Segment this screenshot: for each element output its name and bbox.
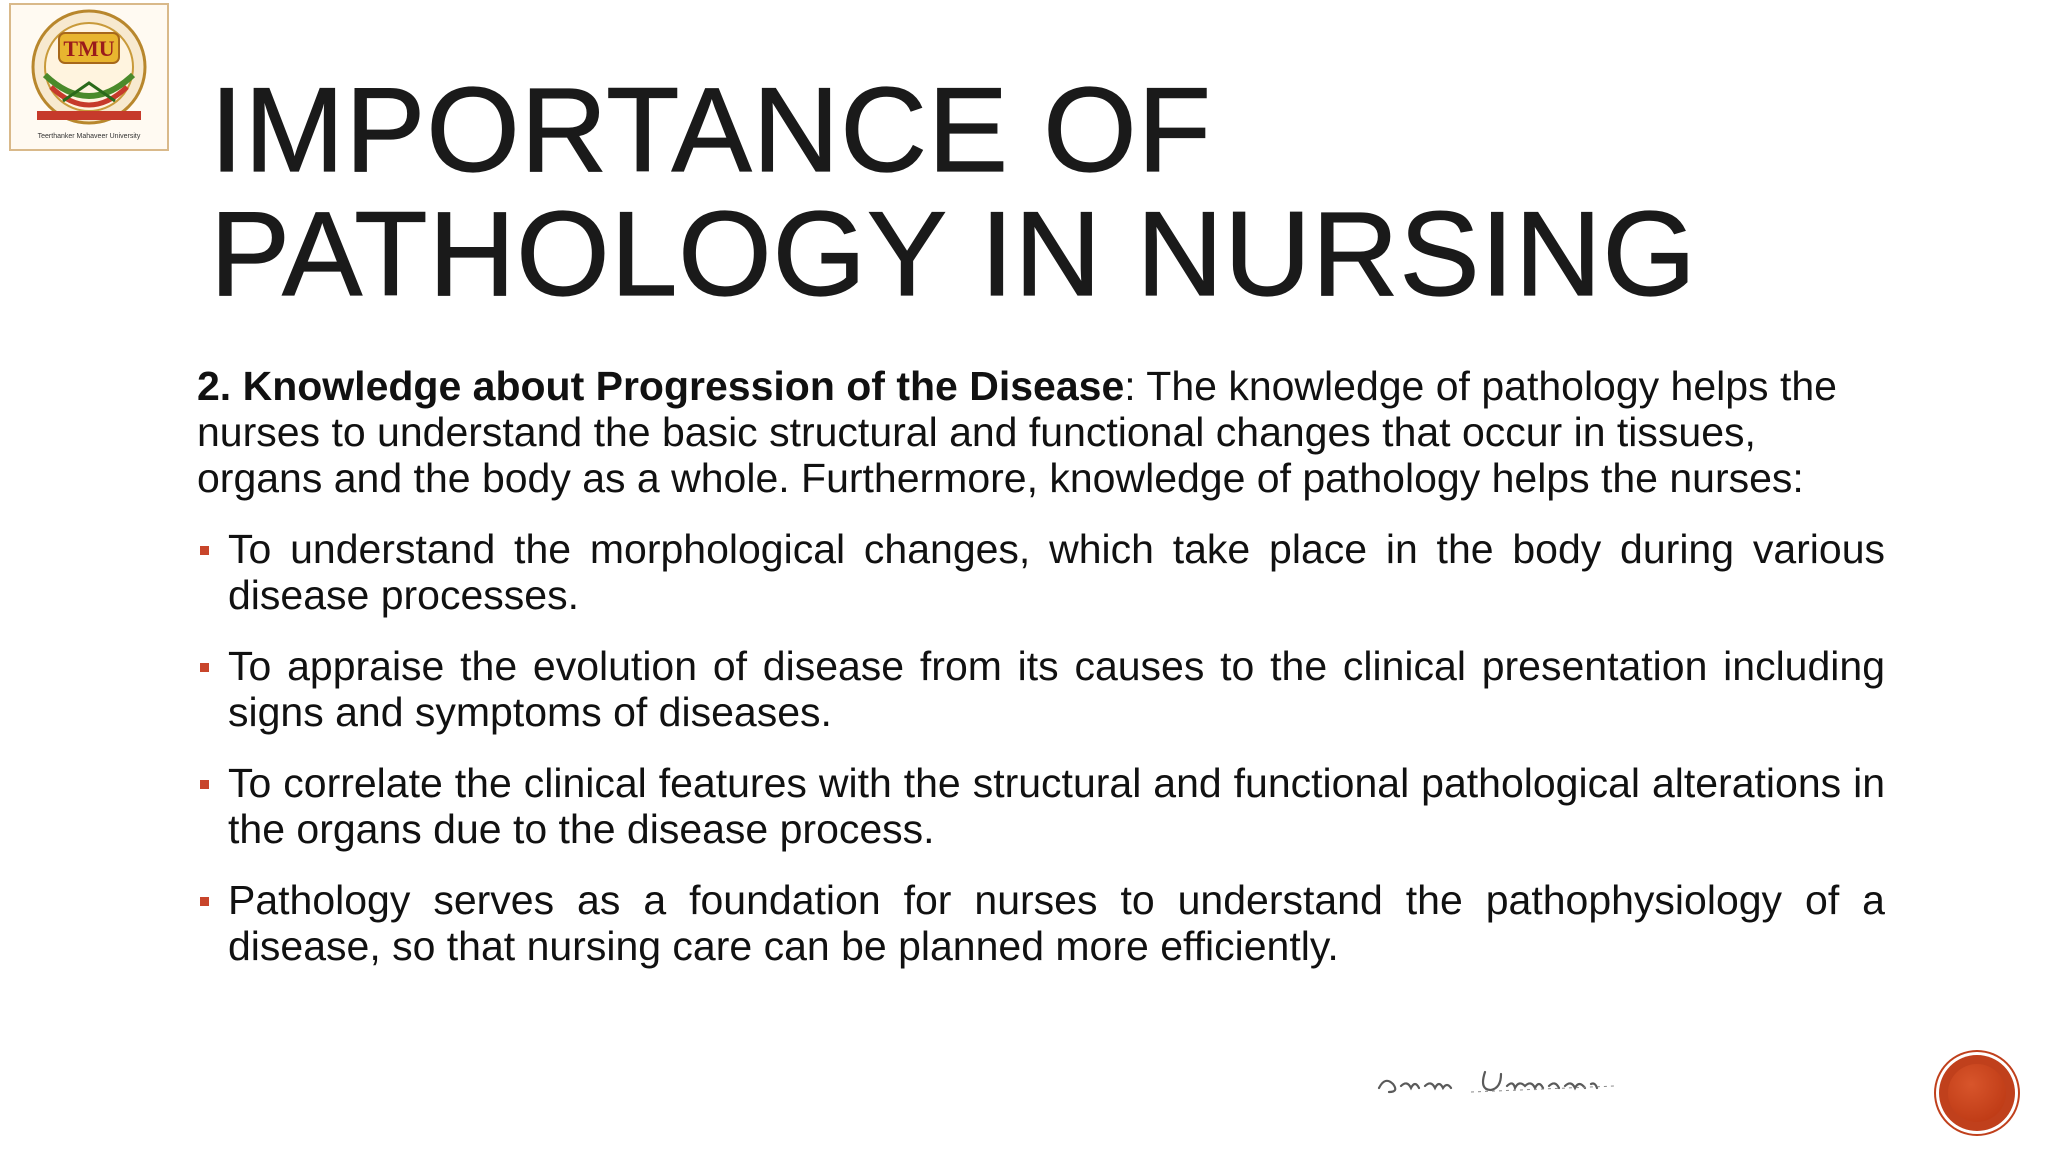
- slide-content: [197, 363, 1885, 994]
- logo-university-name: Teerthanker Mahaveer University: [37, 133, 141, 140]
- next-slide-button[interactable]: [1939, 1055, 2015, 1131]
- bullet-square-icon: [200, 897, 209, 906]
- bullet-item: [197, 643, 1885, 735]
- bullet-item: [197, 760, 1885, 852]
- slide-title-line-2: PATHOLOGY IN NURSING: [210, 187, 1697, 321]
- bullet-square-icon: [200, 546, 209, 555]
- bullet-text: To understand the morphological changes, which take place in the body during various disease processes.: [228, 526, 1885, 618]
- slide-title: [210, 63, 1697, 321]
- intro-paragraph: [197, 363, 1885, 501]
- intro-text: : The knowledge of pathology helps the nurses to understand the basic structural and functional changes that occur in tissues, organs and the body as a whole. Furthermore, knowledge of pathology helps the nurses:: [197, 363, 1837, 501]
- bullet-text: Pathology serves as a foundation for nurses to understand the pathophysiology of a disease, so that nursing care can be planned more efficiently.: [228, 877, 1885, 969]
- intro-lead: 2. Knowledge about Progression of the Disease: [197, 363, 1125, 409]
- bullet-square-icon: [200, 780, 209, 789]
- bullet-list: [197, 526, 1885, 969]
- logo-initials: TMU: [63, 36, 115, 61]
- bullet-text: To appraise the evolution of disease from its causes to the clinical presentation including signs and symptoms of diseases.: [228, 643, 1885, 735]
- bullet-text: To correlate the clinical features with the structural and functional pathological alterations in the organs due to the disease process.: [228, 760, 1885, 852]
- author-signature: [1375, 1062, 1625, 1100]
- bullet-item: [197, 526, 1885, 618]
- bullet-square-icon: [200, 663, 209, 672]
- university-seal-icon: [11, 5, 167, 149]
- bullet-item: [197, 877, 1885, 969]
- slide-title-line-1: IMPORTANCE OF: [210, 63, 1212, 197]
- nav-circle-icon: [1948, 1064, 2006, 1122]
- university-logo: [9, 3, 169, 151]
